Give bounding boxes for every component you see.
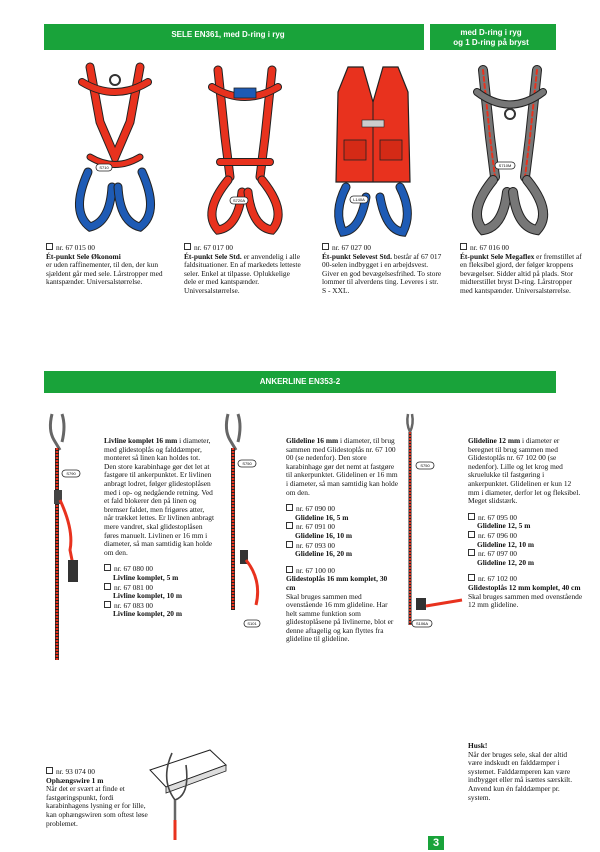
product-name: Livline komplet 16 mm	[104, 436, 178, 445]
product-number: nr. 67 100 00	[296, 565, 336, 575]
wire-text	[46, 767, 158, 828]
product-name: Glideline 16, 20 m	[295, 549, 353, 559]
product-description: Skal bruges sammen med ovenstående 12 mm glideline.	[468, 591, 583, 610]
livline-image	[44, 410, 104, 670]
product-code-tag: S750	[242, 461, 252, 466]
product-name: Livline komplet, 5 m	[113, 572, 179, 582]
order-checkbox[interactable]	[184, 243, 191, 250]
product-number: nr. 67 102 00	[478, 574, 518, 584]
order-checkbox[interactable]	[46, 767, 53, 774]
lock-item	[468, 574, 584, 609]
section-subtitle: med D-ring i ryg og 1 D-ring på bryst	[453, 28, 529, 47]
product-code-tag: S106A	[415, 621, 429, 626]
order-checkbox[interactable]	[286, 566, 293, 573]
product-number: nr. 67 095 00	[478, 512, 518, 522]
product-description: i diameter, med glidestoplås og falddæmper, monteret så linen kan holdes tot. Den store karabinhage gør det let at fastgøre til ankerpunktet. Er livlinen anbragt lodret, følger glidestoplåsen med i op- og nedgående retning. Ved et fald blokerer den på linen og bremser faldet, men frigøres atter, når trækket lettes. Er livlinen anbragt mere vandret, skal glidestoplåsen føres manuelt. Livlinen er 16 mm i diameter, så man samtidig kan holde om den.	[104, 436, 215, 557]
note-title: Husk!	[468, 741, 488, 750]
product-name: Livline komplet, 10 m	[113, 591, 182, 601]
livline-text	[104, 437, 214, 619]
section-header-harness	[44, 24, 556, 50]
order-checkbox[interactable]	[468, 513, 475, 520]
product-number: nr. 67 096 00	[478, 530, 518, 540]
product-name: Glideline 16, 5 m	[295, 512, 349, 522]
product-number: nr. 67 091 00	[296, 522, 336, 532]
product-code-tag: S710M	[498, 163, 512, 168]
order-list	[286, 504, 398, 559]
lock-item	[286, 566, 398, 644]
glideline12-image	[398, 410, 464, 640]
product-name: Glideline 12, 10 m	[477, 539, 535, 549]
product-name: Glideline 12, 5 m	[477, 521, 531, 531]
order-checkbox[interactable]	[468, 574, 475, 581]
product-description: er uden raffinementer, til den, der kun sjældent går med sele. Lårstropper med kantspænder. Universalstørrelse.	[46, 260, 163, 287]
section-title: SELE EN361, med D-ring i ryg	[171, 30, 285, 39]
product-description: er fremstillet af en fleksibel gjord, der følger kroppens bevægelser. Sidder altid på plads. Stor midterstillet bryst D-ring. Lårstropper med kantspænder. Universalstørrelse.	[460, 251, 582, 295]
product-name: Glideline 16, 10 m	[295, 530, 353, 540]
product-name: Ét-punkt Sele Megaflex	[460, 251, 535, 261]
product-name: Ét-punkt Sele Økonomi	[46, 251, 121, 261]
product-number: nr. 67 090 00	[296, 504, 336, 514]
harness-megaflex-image	[455, 62, 565, 242]
product-number: nr. 67 015 00	[56, 243, 96, 252]
section-title: ANKERLINE EN353-2	[259, 377, 341, 386]
product-description: Når det er svært at finde et fastgøringspunkt, fordi karabinhagens lysning er for lille, kan ophængswiren som oftest løse problemet.	[46, 784, 148, 828]
order-checkbox[interactable]	[322, 243, 329, 250]
glideline16-image	[222, 410, 282, 640]
harness-vest-text	[322, 243, 442, 296]
order-checkbox[interactable]	[460, 243, 467, 250]
wire-image	[150, 745, 226, 840]
product-code-tag: S750	[420, 463, 430, 468]
product-number: nr. 67 093 00	[296, 540, 336, 550]
header-divider	[424, 24, 430, 50]
harness-standard-image	[190, 62, 300, 242]
glideline12-text	[468, 437, 584, 610]
order-checkbox[interactable]	[46, 243, 53, 250]
product-description: i diameter, til brug sammen med Glidestoplås nr. 67 100 00 (se nedenfor). Den store karabinhage gør det nemt at fastgøre til ankerpunktet. Glidelinen er 16 mm i diameter, så man samtidig kan holde om den.	[286, 436, 398, 497]
order-list	[468, 513, 584, 568]
reminder-note	[468, 742, 580, 802]
order-checkbox[interactable]	[286, 541, 293, 548]
product-code-tag: L140A	[353, 197, 365, 202]
product-code-tag: S101	[247, 621, 257, 626]
product-number: nr. 67 017 00	[194, 243, 234, 252]
order-checkbox[interactable]	[104, 564, 111, 571]
order-checkbox[interactable]	[286, 522, 293, 529]
note-text: Når der bruges sele, skal der altid være indskudt en falddæmper i systemet. Falddæmperen kan være indbygget eller må isættes særskilt. Anvend kun én falddæmper pr. system.	[468, 749, 573, 802]
product-description: er anvendelig i alle faldsituationer. En af markedets letteste seler. Enkel at tilpasse. Oplukkelige dele er med kantspænder. Universalstørrelse.	[184, 251, 301, 295]
product-number: nr. 67 081 00	[114, 582, 154, 592]
product-description: består af 67 017 00-selen indbygget i en arbejdsvest. Giver en god bevægelsesfrihed. To store lommer til alverdens ting. Leveres i str. S - XXL.	[322, 251, 442, 295]
product-code-tag: S710	[99, 165, 109, 170]
harness-megaflex-text	[460, 243, 582, 296]
harness-vest-image	[318, 62, 428, 242]
order-checkbox[interactable]	[468, 549, 475, 556]
product-name: Glidestoplås 16 mm komplet, 30 cm	[286, 574, 388, 592]
harness-economy-text	[46, 243, 164, 287]
product-name: Livline komplet, 20 m	[113, 609, 182, 619]
product-code-tag: S790	[66, 471, 76, 476]
glideline16-text	[286, 437, 398, 644]
product-name: Glideline 12 mm	[468, 436, 521, 445]
order-checkbox[interactable]	[468, 531, 475, 538]
product-number: nr. 67 027 00	[332, 243, 372, 252]
product-name: Glideline 16 mm	[286, 436, 339, 445]
product-number: nr. 67 083 00	[114, 600, 154, 610]
product-description: i diameter er beregnet til brug sammen med Glidestoplås nr. 67 102 00 (se nedenfor). Lille og let krog med skruelukke til fastgøring i ankerpunktet. Glidelinen er kun 12 mm i diameter, derfor let og fleksibel. Meget slidstærk.	[468, 436, 581, 506]
product-name: Ét-punkt Sele Std.	[184, 251, 242, 261]
page-number: 3	[428, 836, 444, 850]
harness-standard-text	[184, 243, 304, 296]
product-code-tag: S720A	[232, 198, 246, 203]
product-name: Ét-punkt Selevest Std.	[322, 251, 393, 261]
order-checkbox[interactable]	[104, 583, 111, 590]
harness-economy-image	[60, 62, 170, 242]
product-name: Glideline 12, 20 m	[477, 557, 535, 567]
product-number: nr. 67 097 00	[478, 549, 518, 559]
product-name: Ophængswire 1 m	[46, 775, 104, 785]
product-name: Glidestoplås 12 mm komplet, 40 cm	[468, 582, 581, 592]
product-number: nr. 67 080 00	[114, 564, 154, 574]
product-number: nr. 67 016 00	[470, 243, 510, 252]
order-checkbox[interactable]	[286, 504, 293, 511]
product-description: Skal bruges sammen med ovenstående 16 mm glideline. Har helt samme funktion som glidestoplåsene på livlinerne, blot er denne aftagelig og kan flyttes fra glideline til glideline.	[286, 591, 394, 644]
product-number: nr. 93 074 00	[56, 767, 96, 776]
section-header-anchorline	[44, 371, 556, 393]
order-checkbox[interactable]	[104, 601, 111, 608]
order-list	[104, 564, 214, 619]
